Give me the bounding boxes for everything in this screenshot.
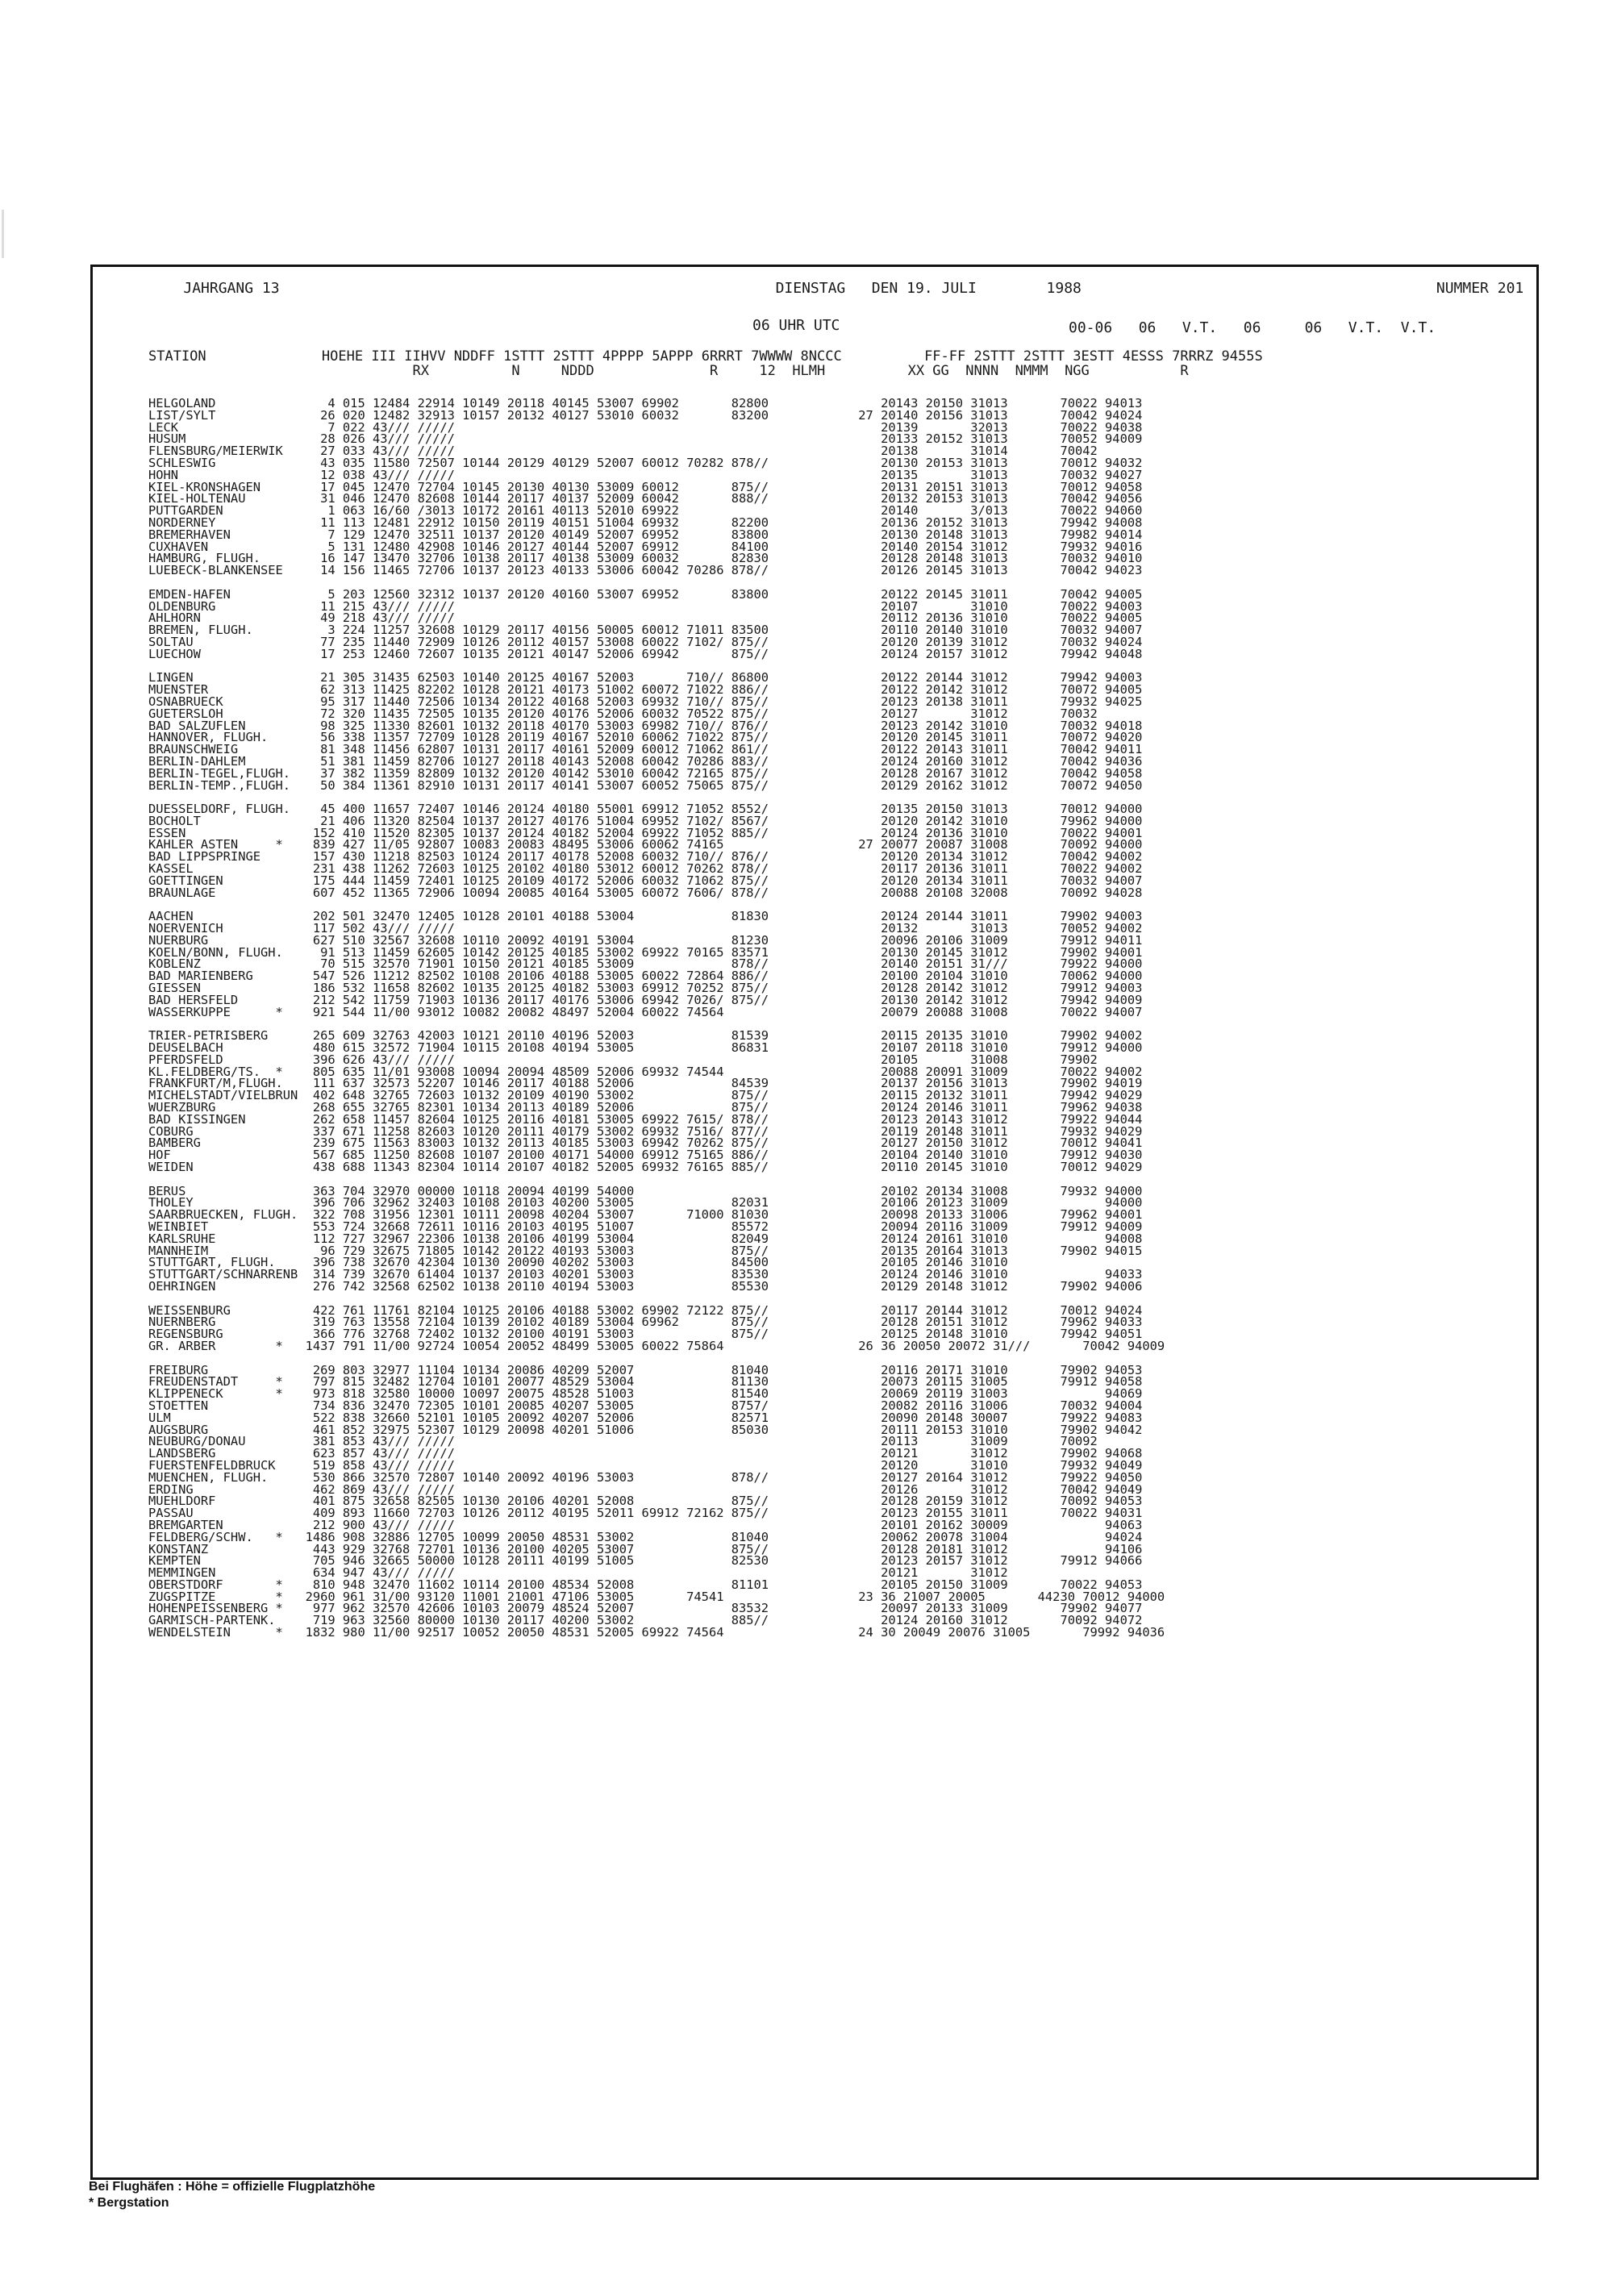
station-row: HAMBURG, FLUGH. 16 147 13470 32706 10138 20117 40138 53009 60032 82830 20128 20148 31013 70032 94010 — [148, 551, 1143, 566]
station-table — [148, 398, 1165, 1639]
footnote-airport-height: Bei Flughäfen : Höhe = offizielle Flugplatzhöhe — [89, 2180, 376, 2194]
station-row: OBERSTDORF * 810 948 32470 11602 10114 20100 48534 52008 81101 20105 20150 31009 70022 94053 — [148, 1577, 1143, 1592]
station-row: FREIBURG 269 803 32977 11104 10134 20086 40209 52007 81040 20116 20171 31010 79902 94053 — [148, 1362, 1143, 1377]
station-row: LANDSBERG 623 857 43/// ///// 20121 31012 79902 94068 — [148, 1446, 1143, 1461]
station-row: FUERSTENFELDBRUCK 519 858 43/// ///// 20120 31010 79932 94049 — [148, 1457, 1143, 1473]
station-row: KASSEL 231 438 11262 72603 10125 20102 40180 53012 60012 70262 878// 20117 20136 31011 70022 94002 — [148, 861, 1143, 877]
station-row: WEINBIET 553 724 32668 72611 10116 20103 40195 51007 85572 20094 20116 31009 79912 94009 — [148, 1219, 1143, 1234]
station-row: KAHLER ASTEN * 839 427 11/05 92807 10083 20083 48495 53006 60062 74165 27 20077 20087 31008 70092 94000 — [148, 837, 1143, 852]
station-row: NORDERNEY 11 113 12481 22912 10150 20119 40151 51004 69932 82200 20136 20152 31013 79942 94008 — [148, 515, 1143, 530]
station-row: BERLIN-TEMP.,FLUGH. 50 384 11361 82910 10131 20117 40141 53007 60052 75065 875// 20129 20162 31012 70072 94050 — [148, 777, 1143, 793]
station-row: OSNABRUECK 95 317 11440 72506 10134 20122 40168 52003 69932 710// 875// 20123 20138 31011 79932 94025 — [148, 694, 1143, 709]
station-row: REGENSBURG 366 776 32768 72402 10132 20100 40191 53003 875// 20125 20148 31010 79942 94051 — [148, 1327, 1143, 1342]
station-row: BAD LIPPSPRINGE 157 430 11218 82503 10124 20117 40178 52008 60032 710// 876// 20120 20134 31012 70042 94002 — [148, 849, 1143, 865]
station-row: WASSERKUPPE * 921 544 11/00 93012 10082 20082 48497 52004 60022 74564 20079 20088 31008 70022 94007 — [148, 1004, 1143, 1019]
station-row: BAD KISSINGEN 262 658 11457 82604 10125 20116 40181 53005 69922 7615/ 878// 20123 20143 31012 79922 94044 — [148, 1111, 1143, 1127]
station-row: NUERNBERG 319 763 13558 72104 10139 20102 40189 53004 69962 875// 20128 20151 31012 79962 94033 — [148, 1315, 1143, 1330]
station-row: COBURG 337 671 11258 82603 10120 20111 40179 53002 69932 7516/ 877// 20119 20148 31011 79932 94029 — [148, 1123, 1143, 1139]
station-row: BREMEN, FLUGH. 3 224 11257 32608 10129 20117 40156 50005 60012 71011 83500 20110 20140 31010 70032 94007 — [148, 623, 1143, 638]
station-row: KLIPPENECK * 973 818 32580 10000 10097 20075 48528 51003 81540 20069 20119 31003 94069 — [148, 1386, 1143, 1402]
station-row: THOLEY 396 706 32962 32403 10108 20103 40200 53005 82031 20106 20123 31009 94000 — [148, 1195, 1143, 1211]
station-row: BAMBERG 239 675 11563 83003 10132 20113 40185 53003 69942 70262 875// 20127 20150 31012 70012 94041 — [148, 1135, 1143, 1151]
station-row: LECK 7 022 43/// ///// 20139 32013 70022 94038 — [148, 419, 1143, 435]
station-row: KIEL-HOLTENAU 31 046 12470 82608 10144 20117 40137 52009 60042 888// 20132 20153 31013 70042 94056 — [148, 491, 1143, 506]
footnote-mountain-station: * Bergstation — [89, 2196, 169, 2210]
station-row: SCHLESWIG 43 035 11580 72507 10144 20129 40129 52007 60012 70282 878// 20130 20153 31013 70012 94032 — [148, 455, 1143, 470]
station-row: MANNHEIM 96 729 32675 71805 10142 20122 40193 53003 875// 20135 20164 31013 79902 94015 — [148, 1243, 1143, 1258]
station-row: BREMGARTEN 212 900 43/// ///// 20101 20162 30009 94063 — [148, 1517, 1143, 1532]
station-row: OEHRINGEN 276 742 32568 62502 10138 20110 40194 53003 85530 20129 20148 31012 79902 94006 — [148, 1278, 1143, 1294]
station-row: BREMERHAVEN 7 129 12470 32511 10137 20120 40149 52007 69952 83800 20130 20148 31013 79982 94014 — [148, 527, 1143, 542]
station-row: KIEL-KRONSHAGEN 17 045 12470 72704 10145 20130 40130 53009 60012 875// 20131 20151 31013 70012 94058 — [148, 479, 1143, 494]
station-row: MUENCHEN, FLUGH. 530 866 32570 72807 10140 20092 40196 53003 878// 20127 20164 31012 79922 94050 — [148, 1469, 1143, 1485]
station-row: LUECHOW 17 253 12460 72607 10135 20121 40147 52006 69942 875// 20124 20157 31012 79942 94048 — [148, 646, 1143, 661]
report-number: NUMMER 201 — [1436, 280, 1524, 297]
station-row: DUESSELDORF, FLUGH. 45 400 11657 72407 10146 20124 40180 55001 69912 71052 8552/ 20135 20150 31013 70012 94000 — [148, 802, 1143, 817]
station-row: LINGEN 21 305 31435 62503 10140 20125 40167 52003 710// 86800 20122 20144 31012 79942 94003 — [148, 670, 1143, 685]
station-row: BRAUNLAGE 607 452 11365 72906 10094 20085 40164 53005 60072 7606/ 878// 20088 20108 32008 70092 94028 — [148, 885, 1143, 900]
jahrgang: JAHRGANG 13 — [183, 280, 280, 297]
station-row: BAD SALZUFLEN 98 325 11330 82601 10132 20118 40170 53003 69982 710// 876// 20123 20142 31010 70032 94018 — [148, 718, 1143, 733]
station-row: HOHN 12 038 43/// ///// 20135 31013 70032 94027 — [148, 467, 1143, 482]
column-header-line-2: RX N NDDD R 12 HLMH XX GG NNNN NMMM NGG R — [148, 363, 1189, 379]
report-date: DIENSTAG DEN 19. JULI 1988 — [775, 280, 1082, 297]
station-row: AACHEN 202 501 32470 12405 10128 20101 40188 53004 81830 20124 20144 31011 79902 94003 — [148, 909, 1143, 924]
station-row: EMDEN-HAFEN 5 203 12560 32312 10137 20120 40160 53007 69952 83800 20122 20145 31011 70042 94005 — [148, 586, 1143, 602]
station-row: WUERZBURG 268 655 32765 82301 10134 20113 40189 52006 875// 20124 20146 31011 79962 94038 — [148, 1100, 1143, 1115]
station-row: BOCHOLT 21 406 11320 82504 10137 20127 40176 51004 69952 7102/ 8567/ 20120 20142 31010 79962 94000 — [148, 813, 1143, 828]
station-row: MICHELSTADT/VIELBRUN 402 648 32765 72603 10132 20109 40190 53002 875// 20115 20132 31011 79942 94029 — [148, 1088, 1143, 1103]
station-row: ERDING 462 869 43/// ///// 20126 31012 70042 94049 — [148, 1481, 1143, 1497]
station-row: KEMPTEN 705 946 32665 50000 10128 20111 40199 51005 82530 20123 20157 31012 79912 94066 — [148, 1553, 1143, 1569]
station-row: NEUBURG/DONAU 381 853 43/// ///// 20113 31009 70092 — [148, 1434, 1098, 1449]
station-row: HANNOVER, FLUGH. 56 338 11357 72709 10128 20119 40167 52010 60062 71022 875// 20120 20145 31011 70072 94020 — [148, 730, 1143, 745]
station-row: KONSTANZ 443 929 32768 72701 10136 20100 40205 53007 875// 20128 20181 31012 94106 — [148, 1541, 1143, 1556]
station-row: GR. ARBER * 1437 791 11/00 92724 10054 20052 48499 53005 60022 75864 26 36 20050 20072 31/// 70042 94009 — [148, 1338, 1165, 1353]
station-row: NOERVENICH 117 502 43/// ///// 20132 31013 70052 94002 — [148, 921, 1143, 936]
station-row: GUETERSLOH 72 320 11435 72505 10135 20120 40176 52006 60032 70522 875// 20127 31012 70032 — [148, 706, 1098, 721]
station-row: GOETTINGEN 175 444 11459 72401 10125 20109 40172 52006 60032 71062 875// 20120 20134 31011 70032 94007 — [148, 873, 1143, 888]
station-row: AUGSBURG 461 852 32975 52307 10129 20098 40201 51006 85030 20111 20153 31010 79902 94042 — [148, 1422, 1143, 1437]
station-row: STOETTEN 734 836 32470 72305 10101 20085 40207 53005 8757/ 20082 20116 31006 70032 94004 — [148, 1398, 1143, 1413]
station-row: ZUGSPITZE * 2960 961 31/00 93120 11001 21001 47106 53005 74541 23 36 21007 20005 44230 70012 94000 — [148, 1589, 1165, 1604]
station-row: HELGOLAND 4 015 12484 22914 10149 20118 40145 53007 69902 82800 20143 20150 31013 70022 94013 — [148, 396, 1143, 410]
station-row: HOF 567 685 11250 82608 10107 20100 40171 54000 69912 75165 886// 20104 20140 31010 79912 94030 — [148, 1148, 1143, 1163]
station-row: GIESSEN 186 532 11658 82602 10135 20125 40182 53003 69912 70252 875// 20128 20142 31012 79912 94003 — [148, 981, 1143, 996]
station-row: ULM 522 838 32660 52101 10105 20092 40207 52006 82571 20090 20148 30007 79922 94083 — [148, 1410, 1143, 1425]
station-row: MUENSTER 62 313 11425 82202 10128 20121 40173 51002 60072 71022 886// 20122 20142 31012 70072 94005 — [148, 682, 1143, 698]
station-row: BRAUNSCHWEIG 81 348 11456 62807 10131 20117 40161 52009 60012 71062 861// 20122 20143 31011 70042 94011 — [148, 742, 1143, 757]
station-row: WEISSENBURG 422 761 11761 82104 10125 20106 40188 53002 69902 72122 875// 20117 20144 31012 70012 94024 — [148, 1302, 1143, 1318]
station-row: MUEHLDORF 401 875 32658 82505 10130 20106 40201 52008 875// 20128 20159 31012 70092 94053 — [148, 1494, 1143, 1509]
station-row: WEIDEN 438 688 11343 82304 10114 20107 40182 52005 69932 76165 885// 20110 20145 31010 70012 94029 — [148, 1160, 1143, 1174]
station-row: PFERDSFELD 396 626 43/// ///// 20105 31008 79902 — [148, 1052, 1098, 1067]
station-row: PUTTGARDEN 1 063 16/60 /3013 10172 20161 40113 52010 69922 20140 3/013 70022 94060 — [148, 503, 1143, 519]
station-row: KL.FELDBERG/TS. * 805 635 11/01 93008 10094 20094 48509 52006 69932 74544 20088 20091 31009 70022 94002 — [148, 1064, 1143, 1079]
station-row: SOLTAU 77 235 11440 72909 10126 20112 40157 53008 60022 7102/ 875// 20120 20139 31012 70032 94024 — [148, 634, 1143, 649]
station-row: FRANKFURT/M,FLUGH. 111 637 32573 52207 10146 20117 40188 52006 84539 20137 20156 31013 79902 94019 — [148, 1076, 1143, 1091]
station-row: DEUSELBACH 480 615 32572 71904 10115 20108 40194 53005 86831 20107 20118 31010 79912 94000 — [148, 1040, 1143, 1056]
station-row: NUERBURG 627 510 32567 32608 10110 20092 40191 53004 81230 20096 20106 31009 79912 94011 — [148, 932, 1143, 948]
column-header-line-1: STATION HOEHE III IIHVV NDDFF 1STTT 2STTT 4PPPP 5APPP 6RRRT 7WWWW 8NCCC FF-FF 2STTT 2STTT 3ESTT 4ESSS 7RRRZ 9455S — [148, 348, 1263, 365]
station-row: FREUDENSTADT * 797 815 32482 12704 10101 20077 48529 53004 81130 20073 20115 31005 79912 94058 — [148, 1374, 1143, 1390]
station-row: WENDELSTEIN * 1832 980 11/00 92517 10052 20050 48531 52005 69922 74564 24 30 20049 20076 31005 79992 94036 — [148, 1625, 1165, 1640]
station-row: LUEBECK-BLANKENSEE 14 156 11465 72706 10137 20123 40133 53006 60042 70286 878// 20126 20145 31013 70042 94023 — [148, 563, 1143, 578]
column-group-header: 00-06 06 V.T. 06 06 V.T. V.T. — [1069, 319, 1436, 336]
station-row: KOBLENZ 70 515 32570 71901 10150 20121 40185 53009 878// 20140 20151 31/// 79922 94000 — [148, 956, 1143, 972]
station-row: BAD HERSFELD 212 542 11759 71903 10136 20117 40176 53006 69942 7026/ 875// 20130 20142 31012 79942 94009 — [148, 992, 1143, 1007]
station-row: SAARBRUECKEN, FLUGH. 322 708 31956 12301 10111 20098 40204 53007 71000 81030 20098 20133 31006 79962 94001 — [148, 1207, 1143, 1223]
station-row: STUTTGART/SCHNARRENB 314 739 32670 61404 10137 20103 40201 53003 83530 20124 20146 31010 94033 — [148, 1267, 1143, 1282]
station-row: STUTTGART, FLUGH. 396 738 32670 42304 10130 20090 40202 53003 84500 20105 20146 31010 — [148, 1255, 1008, 1270]
station-row: OLDENBURG 11 215 43/// ///// 20107 31010 70022 94003 — [148, 598, 1143, 614]
station-row: BERLIN-TEGEL,FLUGH. 37 382 11359 82809 10132 20120 40142 53010 60042 72165 875// 20128 20167 31012 70042 94058 — [148, 765, 1143, 781]
scan-margin-mark — [2, 210, 4, 258]
station-row: FLENSBURG/MEIERWIK 27 033 43/// ///// 20138 31014 70042 — [148, 444, 1098, 459]
observation-time: 06 UHR UTC — [752, 317, 840, 334]
station-row: AHLHORN 49 218 43/// ///// 20112 20136 31010 70022 94005 — [148, 610, 1143, 626]
station-row: KARLSRUHE 112 727 32967 22306 10138 20106 40199 53004 82049 20124 20161 31010 94008 — [148, 1231, 1143, 1246]
station-row: CUXHAVEN 5 131 12480 42908 10146 20127 40144 52007 69912 84100 20140 20154 31012 79932 94016 — [148, 539, 1143, 554]
report-header-line — [148, 268, 1523, 309]
station-row: FELDBERG/SCHW. * 1486 908 32886 12705 10099 20050 48531 53002 81040 20062 20078 31004 94024 — [148, 1529, 1143, 1544]
station-row: ESSEN 152 410 11520 82305 10137 20124 40182 52004 69922 71052 885// 20124 20136 31010 70022 94001 — [148, 825, 1143, 840]
station-row: HUSUM 28 026 43/// ///// 20133 20152 31013 70052 94009 — [148, 431, 1143, 447]
station-row: BAD MARIENBERG 547 526 11212 82502 10108 20106 40188 53005 60022 72864 886// 20100 20104 31010 70062 94000 — [148, 969, 1143, 984]
station-row: TRIER-PETRISBERG 265 609 32763 42003 10121 20110 40196 52003 81539 20115 20135 31010 79902 94002 — [148, 1028, 1143, 1044]
station-row: LIST/SYLT 26 020 12482 32913 10157 20132 40127 53010 60032 83200 27 20140 20156 31013 70042 94024 — [148, 407, 1143, 423]
station-row: BERLIN-DAHLEM 51 381 11459 82706 10127 20118 40143 52008 60042 70286 883// 20124 20160 31012 70042 94036 — [148, 753, 1143, 769]
station-row: BERUS 363 704 32970 00000 10118 20094 40199 54000 20102 20134 31008 79932 94000 — [148, 1183, 1143, 1198]
station-row: PASSAU 409 893 11660 72703 10126 20112 40195 52011 69912 72162 875// 20123 20155 31011 70022 94031 — [148, 1506, 1143, 1521]
station-row: MEMMINGEN 634 947 43/// ///// 20121 31012 — [148, 1565, 1008, 1581]
station-row: HOHENPEISSENBERG * 977 962 32570 42606 10103 20079 48524 52007 83532 20097 20133 31009 79902 94077 — [148, 1601, 1143, 1616]
station-row: GARMISCH-PARTENK. 719 963 32560 80000 10130 20117 40200 53002 885// 20124 20160 31012 70092 94072 — [148, 1613, 1143, 1628]
station-row: KOELN/BONN, FLUGH. 91 513 11459 62605 10142 20125 40185 53002 69922 70165 83571 20130 20145 31012 79902 94001 — [148, 944, 1143, 960]
